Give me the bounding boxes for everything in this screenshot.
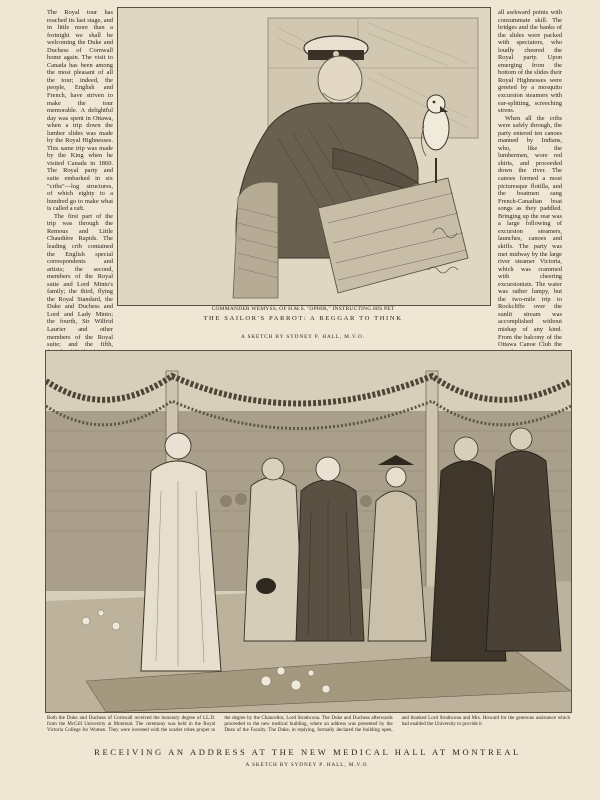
bottom-illustration-description: Both the Duke and Duchess of Cornwall received the honorary degree of LL.D. from the McGill University at Montreal. The ceremony was held in the Royal Victoria College for Women. They were invested with the scarlet robes proper to the degree by the Chancellor, Lord Strathcona. The Duke and Duchess afterwards proceeded to the new medical building, where an address was presented by the Dean of the Faculty. The Duke, in replying, formally declared the building open, and thanked Lord Strathcona and Mrs. Howard for the generous assistance which had enabled the University to provide it bbox=[47, 715, 570, 734]
top-illustration-artist: A SKETCH BY SYDNEY P. HALL, M.V.O. bbox=[241, 334, 365, 340]
bottom-illustration-title: RECEIVING AN ADDRESS AT THE NEW MEDICAL HALL AT MONTREAL bbox=[94, 747, 521, 757]
left-paragraph-1: The Royal tour has reached its last stage, and in little more than a fortnight we shall be welcoming the Duke and Duchess of Cornwall home again. The visit to Canada has been among the most pleasant of all the tour; indeed, the people, English and French, have striven to make the tour memorable. A delightful day was spent in Ottawa, when a trip down the lumber slides was made by the Royal Highnesses. This same trip was made by the King when he visited Canada in 1860. The Royal party and suite embarked in six "cribs"—log structures, of which eighty to a hundred go to make what is called a raft. bbox=[47, 9, 113, 213]
left-paragraph-2: The first part of the trip was through the Remous and Little Chaudière Rapids. The leading crib contained the English special correspondents and artists; the second, members of the Royal suite and Lord Minto's family; the third, flying the Royal Standard, the Duke and Duchess and Lord and Lady Minto; the fourth, Sir Wilfrid Laurier and other members of the Royal suite; and the fifth, bbox=[47, 212, 113, 349]
right-paragraph-2: When all the cribs were safely through, the party entered ten canoes manned by Indians, who, like the lumbermen, wore red shirts, and proceeded down the river. The canoes formed a most picturesque flotilla, and the boatmen sang French-Canadian boat songs as they paddled. Bringing up the rear was a large following of excursion steamers, launches, canoes and skiffs. The party was met midway by the large river steamer Victoria, which was crammed with cheering excursionists. The water was rather lumpy, but the two-mile trip to Rockcliffe over the sunlit stream was accomplished without mishap of any kind. From the balcony of the Ottawa Canoe Club the bbox=[498, 114, 562, 349]
parrot-engraving-image bbox=[118, 8, 490, 305]
parrot-engraving bbox=[117, 7, 491, 306]
top-illustration-credit: COMMANDER WEMYSS, OF H.M.S. "OPHIR," INSTRUCTING HIS PET bbox=[211, 306, 395, 312]
top-illustration-title: THE SAILOR'S PARROT: A BEGGAR TO THINK bbox=[203, 315, 403, 322]
bottom-illustration-artist: A SKETCH BY SYDNEY P. HALL, M.V.O. bbox=[245, 762, 370, 768]
ceremony-engraving bbox=[45, 350, 572, 713]
right-paragraph-1: all awkward points with consummate skill. The bridges and the banks of the slides were packed with spectators, who loudly cheered the Royal party. Upon emerging from the bottom of the slides their Royal Highnesses were greeted by a mosquito excursion steamers with ear-splitting, screeching sirens. bbox=[498, 9, 562, 115]
ceremony-engraving-image bbox=[46, 351, 571, 712]
